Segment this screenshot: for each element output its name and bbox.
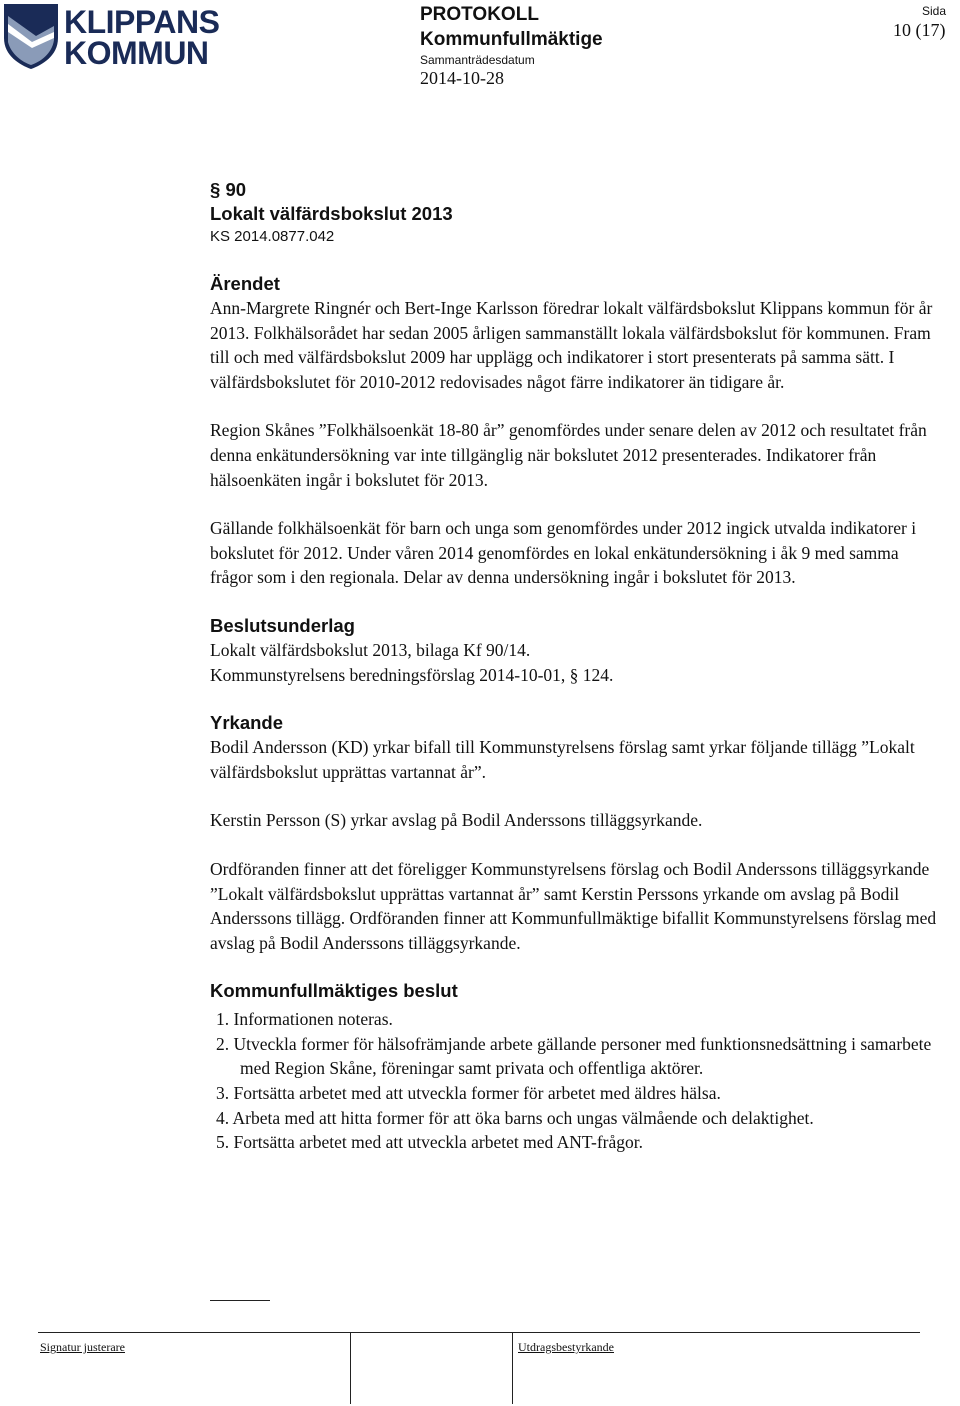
heading-beslutsunderlag: Beslutsunderlag [210, 614, 355, 636]
logo-text-line2: KOMMUN [64, 35, 209, 71]
beslutsunderlag-line-1: Lokalt välfärdsbokslut 2013, bilaga Kf 90/14. [210, 639, 531, 660]
beslutsunderlag-line-2: Kommunstyrelsens beredningsförslag 2014-10-01, § 124. [210, 664, 614, 685]
heading-beslut: Kommunfullmäktiges beslut [210, 980, 458, 1002]
footer-rule [38, 1332, 920, 1333]
logo-text-line1: KLIPPANS [64, 4, 220, 40]
yrkande-paragraph-2: Kerstin Persson (S) yrkar avslag på Bodil Anderssons tilläggsyrkande. [210, 810, 703, 831]
decision-item: 5. Fortsätta arbetet med att utveckla arbetet med ANT-frågor. [216, 1132, 643, 1153]
decision-item: 1. Informationen noteras. [216, 1009, 393, 1030]
section-number: § 90 [210, 179, 247, 200]
decision-list [210, 1007, 945, 1155]
meeting-body: Kommunfullmäktige [420, 29, 603, 50]
yrkande-paragraph-3: Ordföranden finner att det föreligger Kommunstyrelsens förslag och Bodil Anderssons tilläggsyrkande ”Lokalt välfärdsbokslut upprättas vartannat år” samt Kerstin Perssons yrkande om avslag på Bodil Anderssons tillägg. Ordföranden finner att Kommunfullmäktige bifallit Kommunstyrelsens förslag med avslag på Bodil Anderssons tilläggsyrkande. [210, 858, 937, 953]
municipality-logo [2, 2, 220, 72]
section-title: Lokalt välfärdsbokslut 2013 [210, 203, 453, 224]
yrkande-paragraph-1: Bodil Andersson (KD) yrkar bifall till Kommunstyrelsens förslag samt yrkar följande tillägg ”Lokalt välfärdsbokslut upprättas vartannat år”. [210, 737, 915, 782]
page-label: Sida [922, 4, 947, 18]
decision-item: 2. Utveckla former för hälsofrämjande arbete gällande personer med funktionsnedsättning i samarbete med Region Skåne, föreningar samt privata och offentliga aktörer. [216, 1033, 932, 1079]
protocol-body [210, 178, 945, 1155]
date-label: Sammanträdesdatum [420, 53, 535, 67]
arendet-paragraph-1: Ann-Margrete Ringnér och Bert-Inge Karlsson föredrar lokalt välfärdsbokslut Klippans kommun för år 2013. Folkhälsorådet har sedan 2005 årligen sammanställt lokala välfärdsbokslut för kommunen. Fram till och med välfärdsbokslut 2009 har upplägg och indikatorer i stort presenterats på samma sätt. I välfärdsbokslutet för 2010-2012 redovisades något färre indikatorer än tidigare år. [210, 298, 933, 392]
signature-label: Signatur justerare [40, 1340, 125, 1354]
paragraph-sign-icon: § [210, 179, 221, 200]
arendet-paragraph-3: Gällande folkhälsoenkät för barn och unga som genomfördes under 2012 ingick utvalda indikatorer i bokslutet för 2012. Under våren 2014 genomfördes en lokal enkätundersökning i åk 9 med samma frågor som i den regionala. Delar av denna undersökning ingår i bokslutet för 2013. [210, 518, 917, 588]
heading-yrkande: Yrkande [210, 712, 284, 734]
meeting-date: 2014-10-28 [420, 68, 504, 88]
footer-separator [512, 1332, 513, 1404]
document-type: PROTOKOLL [420, 4, 539, 25]
end-rule [210, 1300, 270, 1301]
extract-certification-label: Utdragsbestyrkande [518, 1340, 614, 1354]
footer-separator [350, 1332, 351, 1404]
arendet-paragraph-2: Region Skånes ”Folkhälsoenkät 18-80 år” genomfördes under senare delen av 2012 och resultatet från denna enkätundersökning var inte tillgänglig när bokslutet 2012 presenterades. Indikatorer från hälsoenkäten ingår i bokslutet för 2013. [210, 420, 927, 490]
coat-of-arms-icon [2, 2, 60, 70]
case-number: KS 2014.0877.042 [210, 228, 335, 245]
heading-arendet: Ärendet [210, 273, 280, 294]
decision-item: 4. Arbeta med att hitta former för att öka barns och ungas välmående och delaktighet. [216, 1107, 814, 1128]
decision-item: 3. Fortsätta arbetet med att utveckla former för arbetet med äldres hälsa. [216, 1083, 721, 1104]
page-number: 10 (17) [893, 20, 946, 40]
